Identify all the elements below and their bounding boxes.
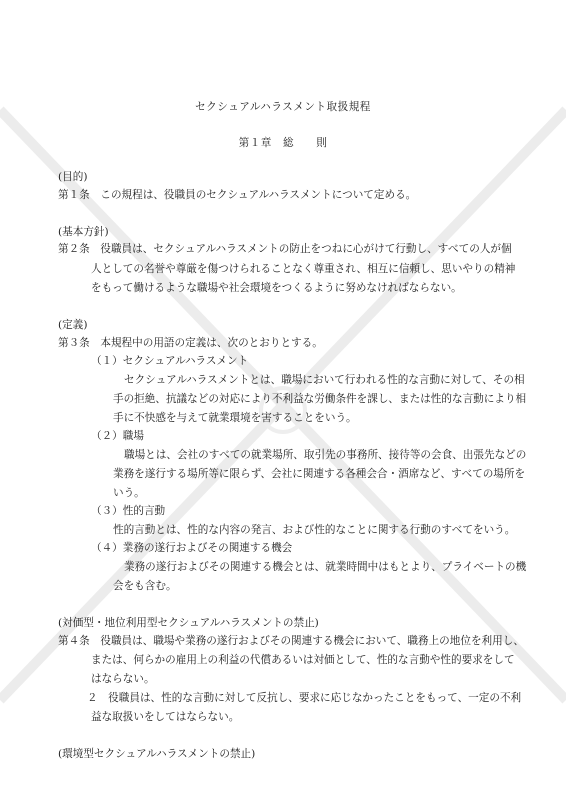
section-heading-definitions: (定義) bbox=[58, 319, 88, 331]
definition-item-line: 職場とは、会社のすべての就業場所、取引先の事務所、接待等の会食、出張先などの bbox=[124, 449, 527, 461]
section-heading-purpose: (目的) bbox=[58, 171, 88, 183]
definition-item-line: 手の拒絶、抗議などの対応により不利益な労働条件を課し、または性的な言動により相 bbox=[113, 393, 527, 405]
article-4-paragraph-2-line: 益な取扱いをしてはならない。 bbox=[91, 711, 240, 723]
article-4-line: はならない。 bbox=[91, 673, 155, 685]
section-heading-environmental: (環境型セクシュアルハラスメントの禁止) bbox=[58, 748, 256, 760]
definition-item-line: 性的言動とは、性的な内容の発言、および性的なことに関する行動のすべてをいう。 bbox=[113, 524, 516, 536]
article-2-line: をもって働けるような職場や社会環境をつくるように努めなければならない。 bbox=[91, 282, 462, 294]
chapter-heading: 第１章 総 則 bbox=[238, 137, 328, 149]
definition-item-label: （１）セクシュアルハラスメント bbox=[91, 355, 249, 367]
document-title: セクシュアルハラスメント取扱規程 bbox=[195, 101, 371, 113]
definition-item-label: （３）性的言動 bbox=[91, 505, 166, 517]
definition-item-line: いう。 bbox=[113, 487, 145, 499]
article-4-line: 第４条 役職員は、職場や業務の遂行およびその関連する機会において、職務上の地位を利用し、 bbox=[58, 635, 524, 647]
definition-item-line: 手に不快感を与えて就業環境を害することをいう。 bbox=[113, 412, 357, 424]
article-4-paragraph-2-line: ２ 役職員は、性的な言動に対して反抗し、要求に応じなかったことをもって、一定の不利 bbox=[87, 692, 522, 704]
article-2-line: 第２条 役職員は、セクシュアルハラスメントの防止をつねに心がけて行動し、すべての人が個 bbox=[58, 243, 512, 255]
article-2-line: 人としての名誉や尊厳を傷つけられることなく尊重され、相互に信頼し、思いやりの精神 bbox=[91, 263, 516, 275]
article-1-line: 第１条 この規程は、役職員のセクシュアルハラスメントについて定める。 bbox=[58, 189, 417, 201]
definition-item-line: 業務の遂行およびその関連する機会とは、就業時間中はもとより、プライベートの機 bbox=[124, 561, 527, 573]
article-4-line: または、何らかの雇用上の利益の代償あるいは対価として、性的な言動や性的要求をして bbox=[91, 654, 515, 666]
definition-item-line: 業務を遂行する場所等に限らず、会社に関連する各種会合・酒席など、すべての場所を bbox=[113, 468, 526, 480]
definition-item-label: （４）業務の遂行およびその関連する機会 bbox=[91, 542, 293, 554]
definition-item-line: 会をも含む。 bbox=[113, 580, 177, 592]
definition-item-label: （２）職場 bbox=[91, 430, 144, 442]
article-3-line: 第３条 本規程中の用語の定義は、次のとおりとする。 bbox=[58, 337, 323, 349]
section-heading-policy: (基本方針) bbox=[58, 226, 109, 238]
definition-item-line: セクシュアルハラスメントとは、職場において行われる性的な言動に対して、その相 bbox=[124, 374, 525, 386]
section-heading-quid-pro-quo: (対価型・地位利用型セクシュアルハラスメントの禁止) bbox=[58, 617, 319, 629]
